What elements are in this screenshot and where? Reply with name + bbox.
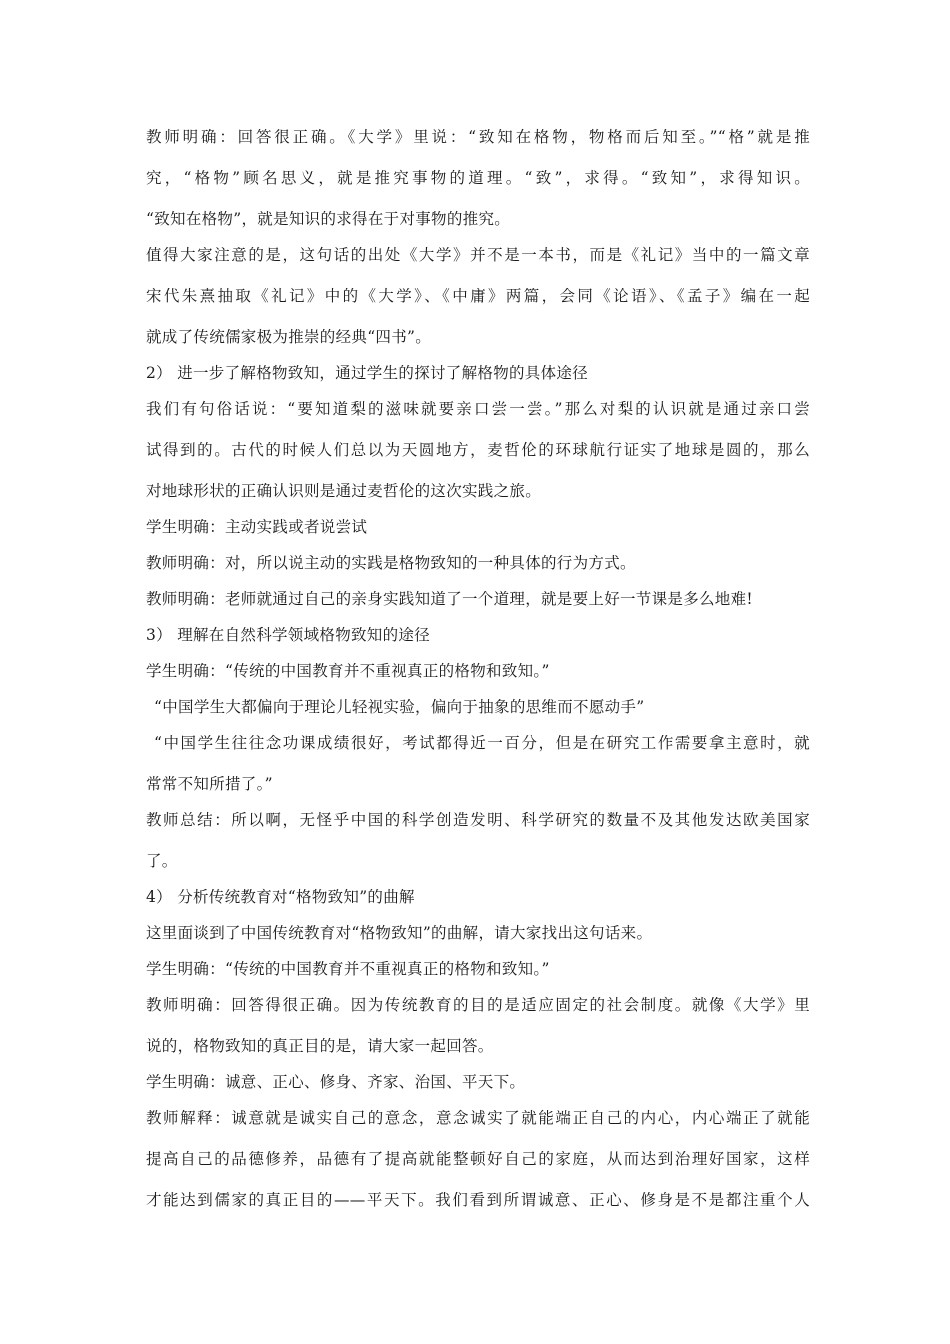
text-line: 就成了传统儒家极为推崇的经典“四书”。: [146, 328, 432, 346]
document-body: [146, 124, 810, 1213]
text-line: 教师总结：所以啊，无怪乎中国的科学创造发明、科学研究的数量不及其他发达欧美国家: [146, 811, 810, 829]
text-line: 提高自己的品德修养，品德有了提高就能整顿好自己的家庭，从而达到治理好国家，这样: [146, 1150, 810, 1168]
text-line: “致知在格物”，就是知识的求得在于对事物的推究。: [146, 210, 511, 228]
text-line: 了。: [146, 852, 178, 870]
section-heading: 3） 理解在自然科学领域格物致知的途径: [146, 626, 430, 644]
text-line: 教师明确：回答得很正确。因为传统教育的目的是适应固定的社会制度。就像《大学》里: [146, 996, 810, 1014]
text-line: 学生明确：“传统的中国教育并不重视真正的格物和致知。”: [146, 662, 550, 680]
text-line: 学生明确：“传统的中国教育并不重视真正的格物和致知。”: [146, 960, 550, 978]
text-line: “中国学生往往念功课成绩很好，考试都得近一百分，但是在研究工作需要拿主意时，就: [154, 734, 810, 752]
text-line: 教师明确：对，所以说主动的实践是格物致知的一种具体的行为方式。: [146, 554, 636, 572]
text-line: 这里面谈到了中国传统教育对“格物致知”的曲解，请大家找出这句话来。: [146, 924, 653, 942]
text-line: 我们有句俗话说：“要知道梨的滋味就要亲口尝一尝。”那么对梨的认识就是通过亲口尝: [146, 400, 810, 418]
text-line: 宋代朱熹抽取《礼记》中的《大学》、《中庸》两篇，会同《论语》、《孟子》编在一起: [146, 287, 810, 305]
text-line: 试得到的。古代的时候人们总以为天圆地方，麦哲伦的环球航行证实了地球是圆的，那么: [146, 441, 810, 459]
text-line: 常常不知所措了。”: [146, 775, 273, 793]
text-line: 学生明确：诚意、正心、修身、齐家、治国、平天下。: [146, 1073, 526, 1091]
text-line: 才能达到儒家的真正目的——平天下。我们看到所谓诚意、正心、修身是不是都注重个人: [146, 1191, 810, 1209]
text-line: “中国学生大都偏向于理论儿轻视实验，偏向于抽象的思维而不愿动手”: [154, 698, 645, 716]
text-line: 教师明确：老师就通过自己的亲身实践知道了一个道理，就是要上好一节课是多么地难!: [146, 590, 753, 608]
text-line: 究，“格物”顾名思义，就是推究事物的道理。“致”，求得。“致知”，求得知识。: [146, 169, 810, 187]
text-line: 学生明确：主动实践或者说尝试: [146, 518, 368, 536]
text-line: 说的，格物致知的真正目的是，请大家一起回答。: [146, 1037, 494, 1055]
text-line: 对地球形状的正确认识则是通过麦哲伦的这次实践之旅。: [146, 482, 542, 500]
text-line: 教师解释：诚意就是诚实自己的意念，意念诚实了就能端正自己的内心，内心端正了就能: [146, 1109, 810, 1127]
text-line: 教师明确：回答很正确。《大学》里说：“致知在格物，物格而后知至。”“格”就是推: [146, 128, 810, 146]
text-line: 值得大家注意的是，这句话的出处《大学》并不是一本书，而是《礼记》当中的一篇文章: [146, 246, 810, 264]
section-heading: 2） 进一步了解格物致知，通过学生的探讨了解格物的具体途径: [146, 364, 588, 382]
section-heading: 4） 分析传统教育对“格物致知”的曲解: [146, 888, 415, 906]
